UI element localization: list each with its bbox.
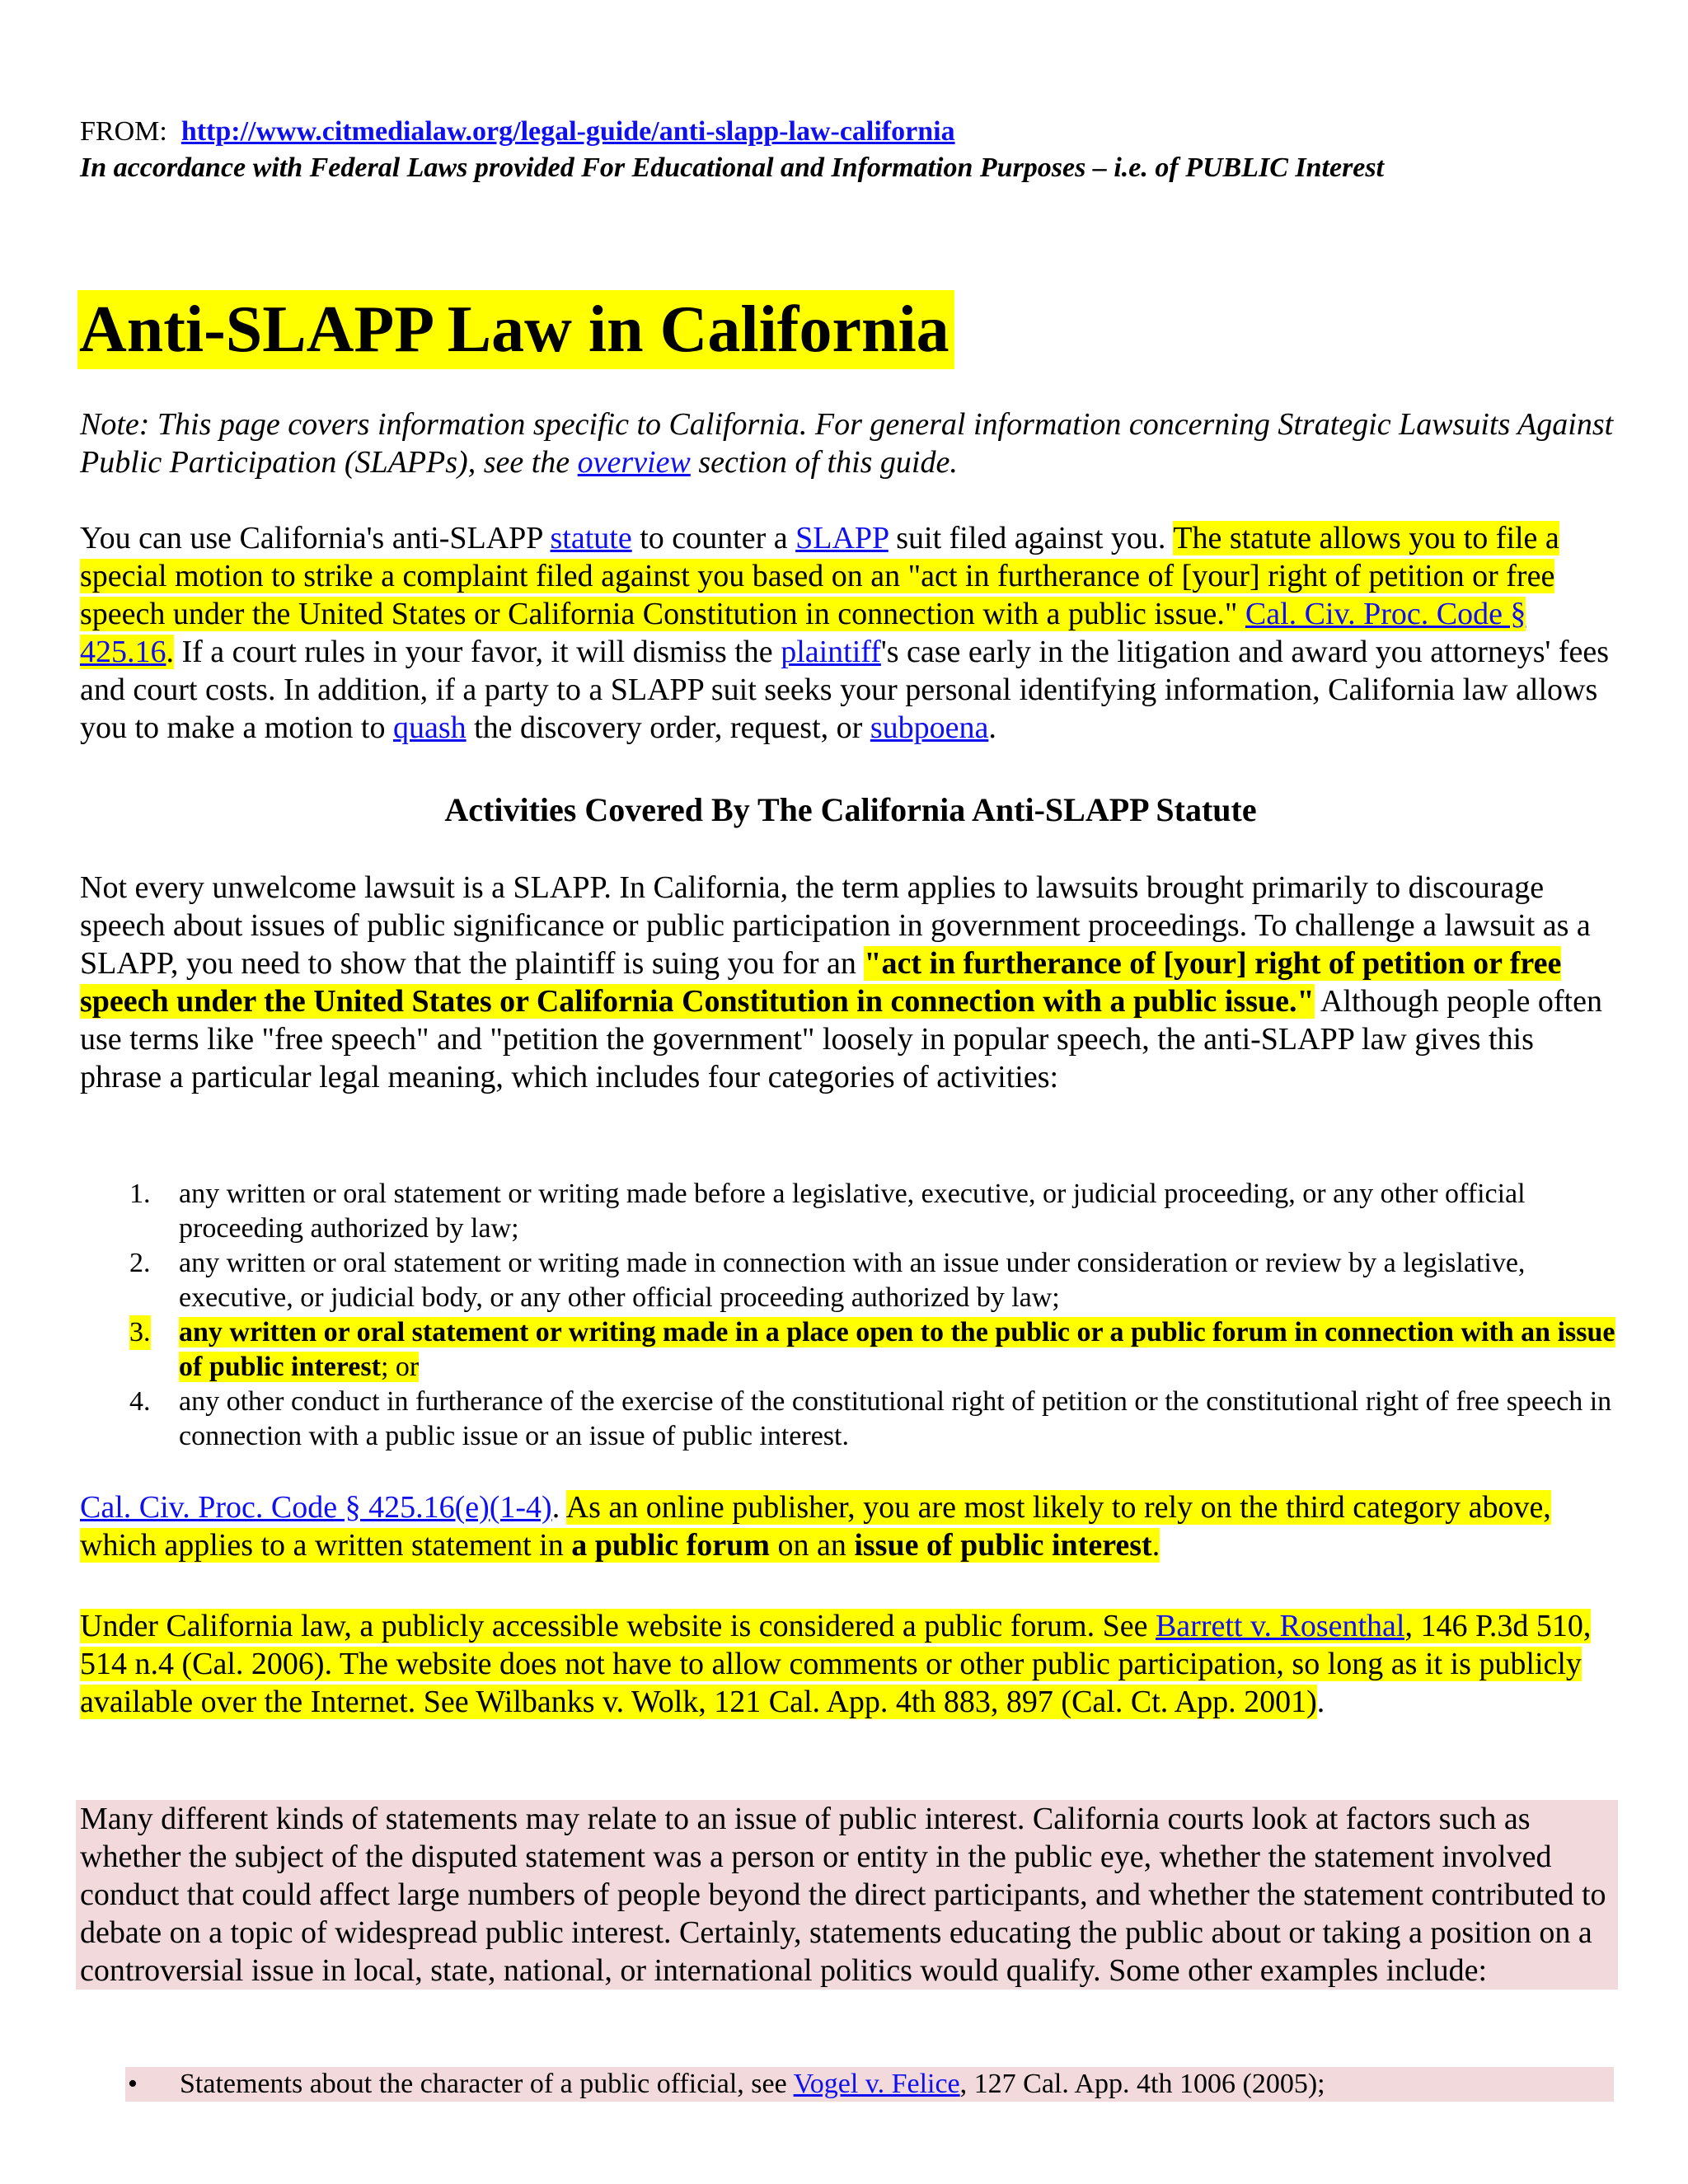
citation-highlight: on an [769,1528,855,1563]
list-item-tail: ; or [380,1352,420,1382]
activities-text: Although people often use terms like "free speech" and "petition the government" loosely in popular speech, the anti-SLAPP law gives this phrase a particular legal meaning, which includes four categories of activities: [80,984,1602,1094]
activities-bold-highlight: "act in furtherance of [your] right of petition or free speech under the United States or California Constitution in connection with a public issue." [80,946,1562,1019]
examples-paragraph: Many different kinds of statements may relate to an issue of public interest. California courts look at factors such as whether the subject of the disputed statement was a person or entity in the public eye, whether the statement involved conduct that could affect large numbers of people beyond the direct participants, and whether the statement contributed to debate on a topic of widespread public interest. Certainly, statements educating the public about or taking a position on a controversial issue in local, state, national, or international politics would qualify. Some other examples include: [76,1800,1618,1990]
intro-text: suit filed against you. [888,521,1174,555]
forum-highlight: , 146 P.3d 510, 514 n.4 (Cal. 2006). The website does not have to allow comments or other public participation, so long as it is publicly available over the Internet. See Wilbanks v. Wolk, 121 Cal. App. 4th 883, 897 (Cal. Ct. App. 2001) [80,1609,1592,1719]
citation-paragraph [80,1488,1621,1564]
educational-notice: In accordance with Federal Laws provided For Educational and Information Purposes – i.e. of PUBLIC Interest [80,152,1385,183]
citation-highlight: As an online publisher, you are most likely to rely on the third category above, which applies to a written statement in [80,1490,1551,1563]
list-number: 4. [129,1386,151,1417]
citation-bold: a public forum [571,1528,770,1563]
citation-text: . [551,1490,566,1525]
page-title: Anti-SLAPP Law in California [77,290,954,369]
note-text-1: Note: This page covers information specific to California. For general information concerning Strategic Lawsuits Against Public Participation (SLAPPs), see the [80,407,1614,480]
slapp-link[interactable]: SLAPP [795,521,889,555]
intro-highlight: . [166,635,174,669]
public-forum-paragraph [80,1607,1621,1721]
bullet-item [125,2067,1614,2102]
list-item-text: any written or oral statement or writing made in connection with an issue under consideration or review by a legislative, executive, or judicial body, or any other official proceeding authorized by law; [179,1248,1526,1313]
cal-code-425-16e-link[interactable]: Cal. Civ. Proc. Code § 425.16(e)(1-4) [80,1490,552,1525]
activities-text: Not every unwelcome lawsuit is a SLAPP. In California, the term applies to lawsuits brought primarily to discourage speech about issues of public significance or public participation in government proceedings. To challenge a lawsuit as a SLAPP, you need to show that the plaintiff is suing you for an [80,870,1591,981]
quash-link[interactable]: quash [392,710,467,745]
citation-bold: issue of public interest [854,1528,1152,1563]
list-item [80,1315,1621,1385]
list-item [80,1246,1621,1315]
section-heading: Activities Covered By The California Anti-SLAPP Statute [444,791,1257,828]
note-text-2: section of this guide. [690,445,958,480]
source-url-link[interactable]: http://www.citmedialaw.org/legal-guide/anti-slapp-law-california [181,116,955,147]
list-item-bold-text: any written or oral statement or writing made in a place open to the public or a public forum in connection with an issue of public interest [179,1317,1615,1382]
statute-link[interactable]: statute [550,521,632,555]
note-paragraph [80,405,1621,481]
list-item-text: any other conduct in furtherance of the exercise of the constitutional right of petition or the constitutional right of free speech in connection with a public issue or an issue of public interest. [179,1386,1612,1451]
subpoena-link[interactable]: subpoena [870,710,989,745]
citation-highlight: . [1151,1528,1160,1563]
list-item [80,1177,1621,1246]
activities-list [80,1177,1621,1454]
intro-text: If a court rules in your favor, it will dismiss the [174,635,781,669]
barrett-v-rosenthal-link[interactable]: Barrett v. Rosenthal [1155,1609,1405,1643]
overview-link[interactable]: overview [577,445,691,480]
source-line [80,114,1621,150]
list-number: 1. [129,1179,151,1209]
cal-code-link[interactable]: Cal. Civ. Proc. Code § 425.16 [80,597,1526,669]
intro-highlight: The statute allows you to file a special motion to strike a complaint filed against you based on an "act in furtherance of [your] right of petition or free speech under the United States or California Constitution in connection with a public issue." [80,521,1559,631]
list-item-text: any written or oral statement or writing made before a legislative, executive, or judicial proceeding, or any other official proceeding authorized by law; [179,1179,1526,1244]
intro-text: 's case early in the litigation and award you attorneys' fees and court costs. In addition, if a party to a SLAPP suit seeks your personal identifying information, California law allows you to make a motion to [80,635,1610,745]
bullet-text: Statements about the character of a public official, see [180,2069,794,2099]
intro-paragraph [80,519,1621,747]
intro-text: . [988,710,996,745]
from-label: FROM: [80,116,167,147]
plaintiff-link[interactable]: plaintiff [781,635,881,669]
intro-text: the discovery order, request, or [466,710,870,745]
bullet-icon: • [128,2069,138,2099]
list-number: 2. [129,1248,151,1278]
bullet-text: , 127 Cal. App. 4th 1006 (2005); [959,2069,1325,2099]
intro-text: You can use California's anti-SLAPP [80,521,551,555]
activities-paragraph [80,869,1621,1096]
intro-text: to counter a [631,521,796,555]
vogel-v-felice-link[interactable]: Vogel v. Felice [793,2069,960,2099]
list-item [80,1385,1621,1454]
forum-highlight: Under California law, a publicly accessible website is considered a public forum. See [80,1609,1156,1643]
forum-text: . [1316,1685,1325,1719]
list-number: 3. [129,1315,151,1350]
